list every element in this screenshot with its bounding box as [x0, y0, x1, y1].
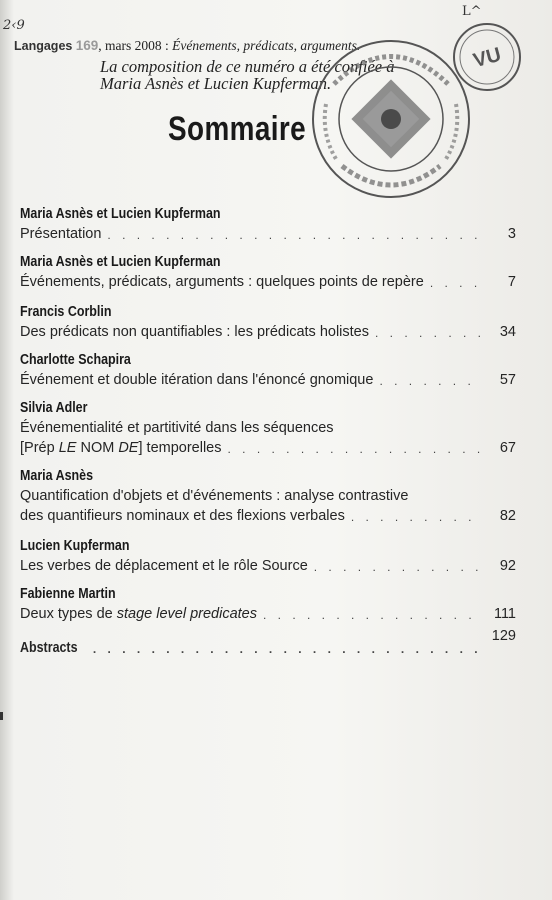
- abstracts-label: Abstracts: [20, 640, 78, 656]
- toc-leader: [263, 606, 482, 624]
- toc-line[interactable]: [20, 604, 516, 624]
- handwritten-page-number: 2‹9: [3, 18, 25, 33]
- page-title: Sommaire: [168, 110, 307, 148]
- toc-author: Francis Corblin: [20, 304, 112, 320]
- toc-title-part: ] temporelles: [138, 440, 222, 456]
- toc-entry: [20, 584, 516, 624]
- toc-author: Maria Asnès: [20, 468, 94, 484]
- toc-title: des quantifieurs nominaux et des flexions verbales: [20, 508, 345, 524]
- toc-page-number: 111: [493, 606, 516, 622]
- vu-stamp-label: VU: [470, 43, 504, 73]
- toc-page-number: 67: [499, 440, 516, 456]
- toc-page-number: 82: [499, 508, 516, 524]
- toc-line[interactable]: [20, 224, 516, 244]
- toc-line[interactable]: [20, 370, 516, 390]
- toc-entry: [20, 398, 516, 458]
- toc-line[interactable]: [20, 628, 516, 658]
- toc-leader: [107, 226, 482, 244]
- toc-title: Des prédicats non quantifiables : les prédicats holistes: [20, 324, 369, 340]
- toc-page-number: 3: [507, 226, 516, 242]
- toc-title: Présentation: [20, 226, 102, 242]
- toc-leader: [430, 274, 482, 292]
- toc-page-number: 7: [507, 274, 516, 290]
- toc-entry: [20, 302, 516, 342]
- toc-title: [20, 438, 222, 458]
- toc-title: Événementialité et partitivité dans les séquences: [20, 420, 334, 436]
- toc-leader: [351, 508, 482, 526]
- toc-author: Maria Asnès et Lucien Kupferman: [20, 254, 221, 270]
- toc-title: Événements, prédicats, arguments : quelques points de repère: [20, 274, 424, 290]
- journal-name: Langages: [14, 39, 73, 53]
- composition-line-1: La composition de ce numéro a été confiée à: [100, 57, 395, 76]
- toc-line[interactable]: [20, 438, 516, 458]
- toc-line[interactable]: [20, 556, 516, 576]
- toc-title: Quantification d'objets et d'événements : analyse contrastive: [20, 488, 409, 504]
- toc-page-number: 92: [499, 558, 516, 574]
- toc-author: Lucien Kupferman: [20, 538, 130, 554]
- margin-mark: [0, 712, 3, 720]
- toc-author: Silvia Adler: [20, 400, 88, 416]
- toc-title: [20, 604, 257, 624]
- composition-line-2: Maria Asnès et Lucien Kupferman.: [100, 74, 332, 93]
- toc-title-part: NOM: [76, 440, 119, 456]
- toc-title-italic: DE: [118, 440, 139, 456]
- toc-title: Les verbes de déplacement et le rôle Source: [20, 558, 308, 574]
- toc-title-italic: LE: [58, 440, 77, 456]
- toc-line[interactable]: [20, 486, 516, 506]
- toc-title-part: Deux types de: [20, 606, 117, 622]
- toc-leader: [228, 440, 483, 458]
- toc-author: Maria Asnès et Lucien Kupferman: [20, 206, 221, 222]
- toc-line[interactable]: [20, 322, 516, 342]
- toc-leader: [93, 640, 482, 658]
- vu-stamp-icon: [450, 20, 524, 94]
- toc-entry-abstracts: [20, 628, 516, 658]
- toc-leader: [314, 558, 482, 576]
- handwritten-mark: L^: [462, 4, 482, 19]
- toc-title-part: [Prép: [20, 440, 59, 456]
- toc-entry: [20, 536, 516, 576]
- toc-entry: [20, 350, 516, 390]
- toc-line[interactable]: [20, 272, 516, 292]
- toc-line[interactable]: [20, 418, 516, 438]
- issue-date: , mars 2008 :: [98, 38, 173, 53]
- toc-entry: [20, 252, 516, 292]
- toc-author: Fabienne Martin: [20, 586, 116, 602]
- issue-theme: Événements, prédicats, arguments.: [172, 38, 361, 53]
- toc-title: Événement et double itération dans l'énoncé gnomique: [20, 372, 374, 388]
- issue-number: 169: [75, 38, 99, 53]
- toc-entry: [20, 466, 516, 526]
- toc-page-number: 57: [499, 372, 516, 388]
- toc-author: Charlotte Schapira: [20, 352, 131, 368]
- toc-leader: [379, 372, 482, 390]
- table-of-contents: [20, 204, 516, 668]
- toc-line[interactable]: [20, 506, 516, 526]
- toc-page-number: 34: [499, 324, 516, 340]
- toc-page-number: 129: [491, 628, 516, 644]
- toc-leader: [375, 324, 482, 342]
- toc-entry: [20, 204, 516, 244]
- toc-title-italic: stage level predicates: [116, 606, 257, 622]
